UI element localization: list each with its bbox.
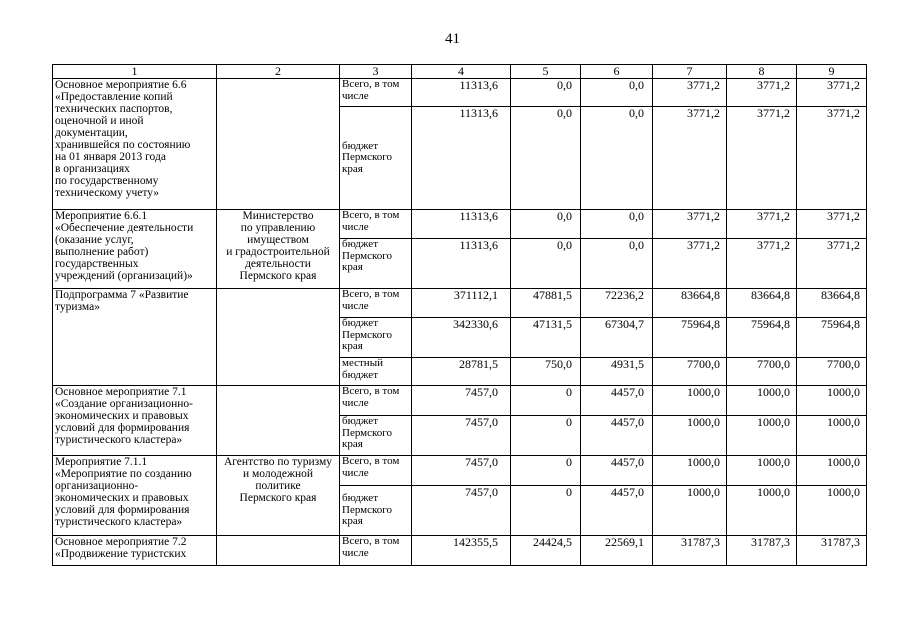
value-cell: 31787,3 — [727, 536, 797, 566]
value-cell: 31787,3 — [653, 536, 727, 566]
value-cell: 24424,5 — [511, 536, 581, 566]
column-header: 5 — [511, 65, 581, 79]
value-cell: 1000,0 — [727, 386, 797, 416]
value-cell: 0,0 — [581, 79, 653, 107]
activity-name-cell: Подпрограмма 7 «Развитие туризма» — [53, 289, 217, 386]
value-cell: 0 — [511, 486, 581, 536]
value-cell: 4457,0 — [581, 486, 653, 536]
value-cell: 1000,0 — [727, 416, 797, 456]
funding-source-cell: Всего, в том числе — [340, 210, 412, 239]
activity-name-cell: Основное мероприятие 6.6 «Предоставление копий технических паспортов, оценочной и иной документации, хранившейся по состоянию на 01 января 2013 года в организациях по государственному техническому учету» — [53, 79, 217, 210]
value-cell: 3771,2 — [653, 79, 727, 107]
value-cell: 83664,8 — [727, 289, 797, 318]
page-number: 41 — [445, 31, 460, 47]
value-cell: 1000,0 — [797, 386, 867, 416]
funding-source-cell: бюджет Пермского края — [340, 239, 412, 289]
column-header: 6 — [581, 65, 653, 79]
funding-source-cell: местный бюджет — [340, 358, 412, 386]
value-cell: 3771,2 — [797, 107, 867, 210]
value-cell: 0 — [511, 416, 581, 456]
value-cell: 0,0 — [581, 210, 653, 239]
value-cell: 3771,2 — [797, 210, 867, 239]
value-cell: 83664,8 — [653, 289, 727, 318]
value-cell: 4457,0 — [581, 416, 653, 456]
value-cell: 72236,2 — [581, 289, 653, 318]
header-row — [53, 65, 867, 79]
value-cell: 7457,0 — [412, 416, 511, 456]
value-cell: 3771,2 — [653, 107, 727, 210]
value-cell: 11313,6 — [412, 239, 511, 289]
funding-source-cell: Всего, в том числе — [340, 386, 412, 416]
table-row — [53, 289, 867, 318]
value-cell: 0,0 — [511, 79, 581, 107]
value-cell: 0,0 — [511, 239, 581, 289]
value-cell: 22569,1 — [581, 536, 653, 566]
value-cell: 7457,0 — [412, 486, 511, 536]
value-cell: 3771,2 — [727, 79, 797, 107]
value-cell: 7700,0 — [727, 358, 797, 386]
value-cell: 0 — [511, 456, 581, 486]
value-cell: 47131,5 — [511, 318, 581, 358]
value-cell: 83664,8 — [797, 289, 867, 318]
value-cell: 7457,0 — [412, 386, 511, 416]
value-cell: 4931,5 — [581, 358, 653, 386]
value-cell: 3771,2 — [727, 107, 797, 210]
value-cell: 7700,0 — [653, 358, 727, 386]
value-cell: 3771,2 — [727, 239, 797, 289]
activity-name-cell: Мероприятие 6.6.1 «Обеспечение деятельности (оказание услуг, выполнение работ) государственных учреждений (организаций)» — [53, 210, 217, 289]
executor-cell: Агентство по туризму и молодежной политике Пермского края — [217, 456, 340, 536]
value-cell: 75964,8 — [653, 318, 727, 358]
value-cell: 0,0 — [511, 107, 581, 210]
value-cell: 1000,0 — [727, 456, 797, 486]
value-cell: 1000,0 — [653, 486, 727, 536]
value-cell: 11313,6 — [412, 107, 511, 210]
value-cell: 342330,6 — [412, 318, 511, 358]
value-cell: 1000,0 — [797, 456, 867, 486]
column-header: 9 — [797, 65, 867, 79]
value-cell: 3771,2 — [727, 210, 797, 239]
executor-cell — [217, 289, 340, 386]
value-cell: 4457,0 — [581, 386, 653, 416]
executor-cell — [217, 536, 340, 566]
funding-source-cell: бюджет Пермского края — [340, 486, 412, 536]
value-cell: 7700,0 — [797, 358, 867, 386]
value-cell: 11313,6 — [412, 79, 511, 107]
table-row — [53, 79, 867, 107]
value-cell: 3771,2 — [653, 239, 727, 289]
table-row — [53, 536, 867, 566]
budget-table — [52, 64, 867, 566]
column-header: 3 — [340, 65, 412, 79]
executor-cell — [217, 386, 340, 456]
value-cell: 75964,8 — [797, 318, 867, 358]
value-cell: 3771,2 — [797, 239, 867, 289]
value-cell: 31787,3 — [797, 536, 867, 566]
table-row — [53, 456, 867, 486]
executor-cell — [217, 79, 340, 210]
column-header: 2 — [217, 65, 340, 79]
column-header: 4 — [412, 65, 511, 79]
value-cell: 11313,6 — [412, 210, 511, 239]
funding-source-cell: бюджет Пермского края — [340, 416, 412, 456]
value-cell: 47881,5 — [511, 289, 581, 318]
value-cell: 1000,0 — [727, 486, 797, 536]
value-cell: 28781,5 — [412, 358, 511, 386]
activity-name-cell: Мероприятие 7.1.1 «Мероприятие по созданию организационно- экономических и правовых условий для формирования туристического кластера» — [53, 456, 217, 536]
value-cell: 3771,2 — [653, 210, 727, 239]
value-cell: 1000,0 — [653, 456, 727, 486]
funding-source-cell: Всего, в том числе — [340, 456, 412, 486]
value-cell: 1000,0 — [797, 416, 867, 456]
column-header: 1 — [53, 65, 217, 79]
value-cell: 4457,0 — [581, 456, 653, 486]
value-cell: 0,0 — [581, 107, 653, 210]
value-cell: 0 — [511, 386, 581, 416]
value-cell: 1000,0 — [797, 486, 867, 536]
value-cell: 0,0 — [511, 210, 581, 239]
value-cell: 750,0 — [511, 358, 581, 386]
column-header: 8 — [727, 65, 797, 79]
funding-source-cell: бюджет Пермского края — [340, 318, 412, 358]
value-cell: 3771,2 — [797, 79, 867, 107]
value-cell: 371112,1 — [412, 289, 511, 318]
value-cell: 142355,5 — [412, 536, 511, 566]
funding-source-cell: бюджет Пермского края — [340, 107, 412, 210]
column-header: 7 — [653, 65, 727, 79]
activity-name-cell: Основное мероприятие 7.2 «Продвижение туристских — [53, 536, 217, 566]
value-cell: 0,0 — [581, 239, 653, 289]
funding-source-cell: Всего, в том числе — [340, 289, 412, 318]
table-row — [53, 386, 867, 416]
value-cell: 1000,0 — [653, 386, 727, 416]
executor-cell: Министерство по управлению имуществом и градостроительной деятельности Пермского края — [217, 210, 340, 289]
table-row — [53, 210, 867, 239]
funding-source-cell: Всего, в том числе — [340, 536, 412, 566]
value-cell: 75964,8 — [727, 318, 797, 358]
value-cell: 1000,0 — [653, 416, 727, 456]
value-cell: 67304,7 — [581, 318, 653, 358]
value-cell: 7457,0 — [412, 456, 511, 486]
activity-name-cell: Основное мероприятие 7.1 «Создание организационно- экономических и правовых условий для формирования туристического кластера» — [53, 386, 217, 456]
funding-source-cell: Всего, в том числе — [340, 79, 412, 107]
